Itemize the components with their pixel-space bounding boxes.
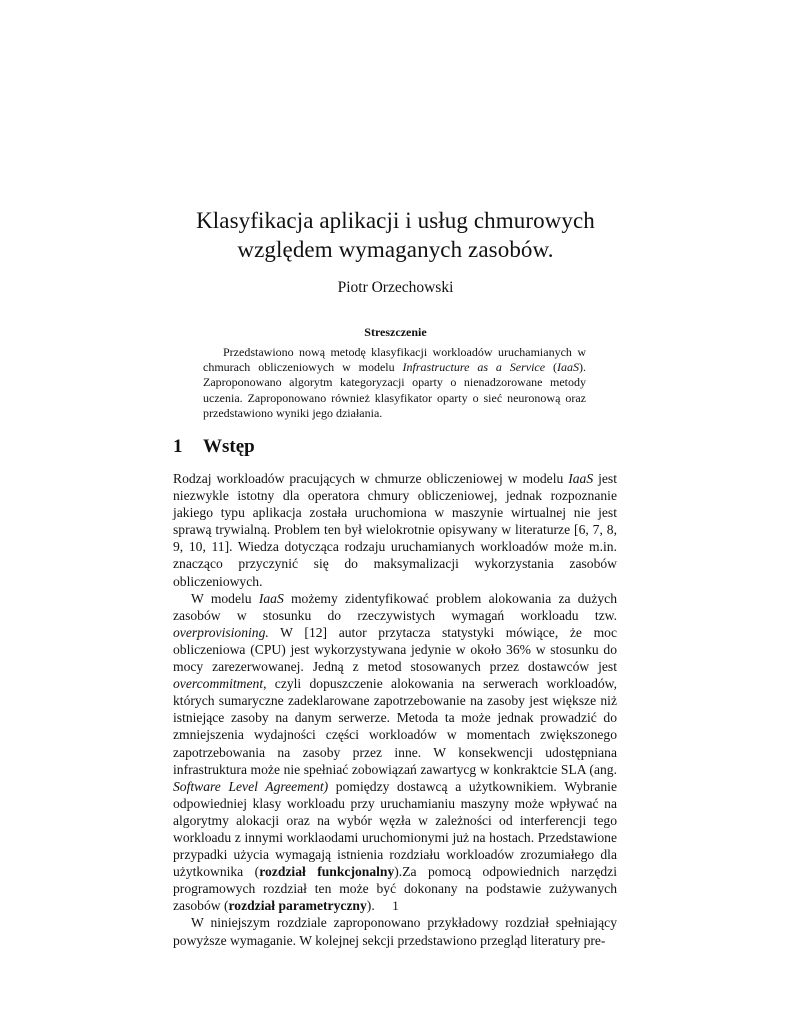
abstract-emphasis: IaaS <box>557 360 579 375</box>
paragraph-strong: rozdział funkcjonalny <box>259 864 395 880</box>
paragraph-emphasis: IaaS <box>258 590 284 606</box>
title-line-1: Klasyfikacja aplikacji i usług chmurowych <box>196 208 595 233</box>
paragraph-text: , czyli dopuszczenie alokowania na serwerach workloadów, których sumaryczne zadeklarowane zapotrzebowanie na zasoby jest większe niż istniejące zasoby na danym serwerze. Metoda ta może jednak prowadzić do zmniejszenia wydajności części workloadów w momentach zwiększonego zapotrzebowania na zasoby przez inne. W konsekwencji udostępniana infrastruktura może nie spełniać zobowiązań zawartycg w konkraktcie SLA (ang. <box>173 676 617 777</box>
paragraph-text: ).Za pomocą odpowiednich narzędzi programowych rozdział ten może być dokonany na podstawie zużywanych zasobów ( <box>173 864 617 914</box>
paper-title <box>150 206 641 264</box>
section-heading <box>173 436 255 458</box>
abstract-heading: Streszczenie <box>364 325 427 339</box>
paragraph-1 <box>173 470 617 590</box>
paragraph-text: W [12] autor przytacza statystyki mówiące, że moc obliczeniowa (CPU) jest wykorzystywana jedynie w około 36% w stosunku do mocy zarezerwowanej. Jedną z metod stosowanych przez dostawców jest <box>173 624 617 675</box>
paragraph-2 <box>173 590 617 915</box>
paragraph-emphasis: IaaS <box>568 471 594 486</box>
paragraph-emphasis: overcommitment <box>173 676 264 692</box>
author-name: Piotr Orzechowski <box>337 279 454 296</box>
title-line-2: względem wymaganych zasobów. <box>237 237 554 262</box>
paragraph-text: W modelu <box>191 590 259 606</box>
abstract-text <box>203 345 586 421</box>
abstract-emphasis: Infrastructure as a Service <box>402 360 546 375</box>
paragraph-strong: rozdział parametryczny <box>228 898 367 914</box>
paragraph-emphasis: Software Level Agreement) <box>173 778 329 794</box>
paragraph-text: Rodzaj workloadów pracujących w chmurze obliczeniowej w modelu <box>173 471 569 486</box>
page-number: 1 <box>392 898 399 913</box>
paragraph-emphasis: overprovisioning. <box>173 624 269 640</box>
paragraph-3: W niniejszym rozdziale zaproponowano przykładowy rozdział spełniający powyższe wymaganie. W kolejnej sekcji przedstawiono przegląd literatury pre- <box>173 915 617 948</box>
abstract-text-part: ( <box>545 360 557 375</box>
paragraph-text: możemy zidentyfikować problem alokowania za dużych zasobów w stosunku do rzeczywistych wymagań workloadu tzw. <box>173 590 618 623</box>
section-number: 1 <box>173 436 183 457</box>
section-title: Wstęp <box>203 436 255 457</box>
abstract-text-part: Przedstawiono nową metodę klasyfikacji workloadów uruchamianych w chmurach obliczeniowych w modelu <box>203 345 586 375</box>
body-text <box>173 470 617 949</box>
paragraph-text: jest niezwykle istotny dla operatora chmury obliczeniowej, jednak rozpoznanie jakiego typu aplikacja została uruchomiona w maszynie wirtualnej nie jest sprawą trywialną. Problem ten był wielokrotnie opisywany w literaturze [6, 7, 8, 9, 10, 11]. Wiedza dotycząca rodzaju uruchamianych workloadów może m.in. znacząco przyczynić się do maksymalizacji wykorzystania zasobów obliczeniowych. <box>173 471 617 589</box>
abstract-text-part: ). Zaproponowano algorytm kategoryzacji oparty o nienadzorowane metody uczenia. Zaproponowano również klasyfikator oparty o sieć neuronową oraz przedstawiono wyniki jego działania. <box>203 360 586 420</box>
paragraph-text: ). <box>366 898 375 914</box>
paragraph-text: pomiędzy dostawcą a użytkownikiem. Wybranie odpowiedniej klasy workloadu przy uruchamianiu maszyny może wpływać na algorytmy alokacji oraz na wybór węzła w zależności od interferencji tego workloadu z innymi worklaodami uruchomionymi już na hostach. Przedstawione przypadki użycia wymagają istnienia rozdziału workloadów zrozumiałego dla użytkownika ( <box>173 778 617 880</box>
